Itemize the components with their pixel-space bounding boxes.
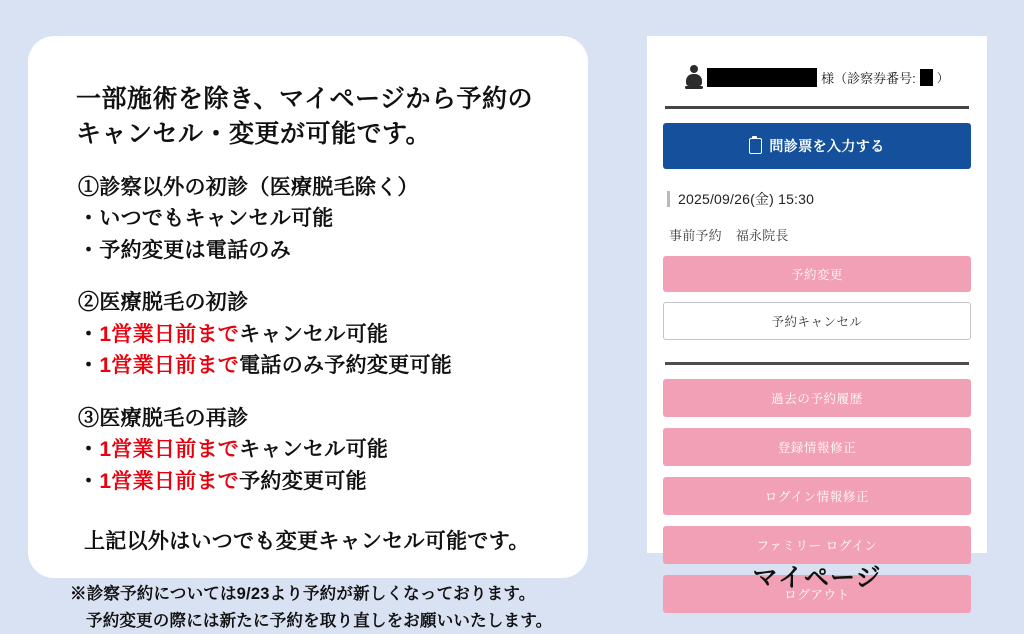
section-2-item-2-suffix: 電話のみ予約変更可能 bbox=[239, 354, 453, 378]
section-2-item-1-highlight: 1営業日前まで bbox=[99, 322, 240, 346]
section-1-item-2-text: ・予約変更は電話のみ bbox=[78, 238, 291, 262]
section-1-title: ①診察以外の初診（医療脱毛除く） bbox=[78, 176, 419, 199]
appointment-clinic: 福永院長 bbox=[735, 228, 789, 243]
appointment-datetime-text: 2025/09/26(金) 15:30 bbox=[678, 191, 815, 207]
footnote-line-2: 予約変更の際には新たに予約を取り直しをお願いいたします。 bbox=[86, 611, 553, 630]
appointment-type: 事前予約 bbox=[669, 228, 722, 243]
section-1-item-2 bbox=[78, 235, 554, 267]
section-2-item-2 bbox=[78, 350, 554, 382]
section-2-item-2-prefix: ・ bbox=[78, 354, 100, 378]
questionnaire-button-label: 問診票を入力する bbox=[769, 138, 885, 154]
change-reservation-button[interactable]: 予約変更 bbox=[663, 256, 971, 292]
appointment-datetime bbox=[667, 189, 971, 209]
section-2-item-1-suffix: キャンセル可能 bbox=[239, 322, 389, 346]
section-1-item-1 bbox=[78, 203, 554, 235]
section-3-item-1-suffix: キャンセル可能 bbox=[239, 438, 389, 462]
menu-item-history[interactable]: 過去の予約履歴 bbox=[663, 379, 971, 417]
headline-line-2: キャンセル・変更が可能です。 bbox=[76, 119, 432, 148]
datetime-marker bbox=[667, 191, 670, 207]
footnote-line-1: ※診察予約については9/23より予約が新しくなっております。 bbox=[70, 585, 536, 604]
user-card-paren: ） bbox=[936, 70, 949, 85]
mypage-caption: マイページ bbox=[752, 564, 882, 592]
closing-statement: 上記以外はいつでも変更キャンセル可能です。 bbox=[84, 530, 530, 554]
cancel-reservation-button[interactable]: 予約キャンセル bbox=[663, 302, 971, 340]
section-3-item-2-prefix: ・ bbox=[78, 469, 100, 493]
section-3-title: ③医療脱毛の再診 bbox=[78, 406, 249, 430]
person-icon bbox=[685, 64, 703, 90]
section-3-item-1 bbox=[78, 434, 554, 466]
section-2-item-2-highlight: 1営業日前まで bbox=[99, 354, 240, 378]
section-3-item-2 bbox=[78, 466, 554, 498]
section-3-item-1-highlight: 1営業日前まで bbox=[99, 438, 240, 462]
footnote bbox=[70, 581, 554, 634]
section-2-title: ②医療脱毛の初診 bbox=[78, 291, 249, 315]
user-name-redacted bbox=[707, 68, 817, 87]
user-name-suffix: 様（診察券番号: bbox=[821, 70, 916, 86]
section-3-item-1-prefix: ・ bbox=[78, 438, 100, 462]
divider-middle bbox=[665, 362, 969, 365]
headline-line-1: 一部施術を除き、マイページから予約の bbox=[76, 85, 534, 113]
menu-item-edit-profile[interactable]: 登録情報修正 bbox=[663, 428, 971, 466]
section-3-item-2-highlight: 1営業日前まで bbox=[99, 469, 240, 493]
menu-item-logout[interactable]: ログアウト bbox=[663, 575, 971, 613]
user-header bbox=[663, 50, 971, 98]
section-2-item-1-prefix: ・ bbox=[78, 322, 100, 346]
section-1-item-1-text: ・いつでもキャンセル可能 bbox=[78, 207, 334, 231]
card-number-redacted bbox=[920, 69, 933, 86]
menu-item-family-login[interactable]: ファミリー ログイン bbox=[663, 526, 971, 564]
divider-top bbox=[665, 106, 969, 109]
info-card bbox=[28, 36, 588, 630]
section-3-item-2-suffix: 予約変更可能 bbox=[239, 469, 367, 493]
section-2-item-1 bbox=[78, 319, 554, 351]
clipboard-icon bbox=[749, 138, 762, 154]
section-3 bbox=[78, 404, 554, 497]
questionnaire-button[interactable] bbox=[663, 123, 971, 169]
section-1 bbox=[78, 173, 554, 266]
menu-item-edit-login[interactable]: ログイン情報修正 bbox=[663, 477, 971, 515]
appointment-meta bbox=[669, 225, 971, 244]
headline bbox=[76, 82, 554, 151]
section-2 bbox=[78, 288, 554, 381]
